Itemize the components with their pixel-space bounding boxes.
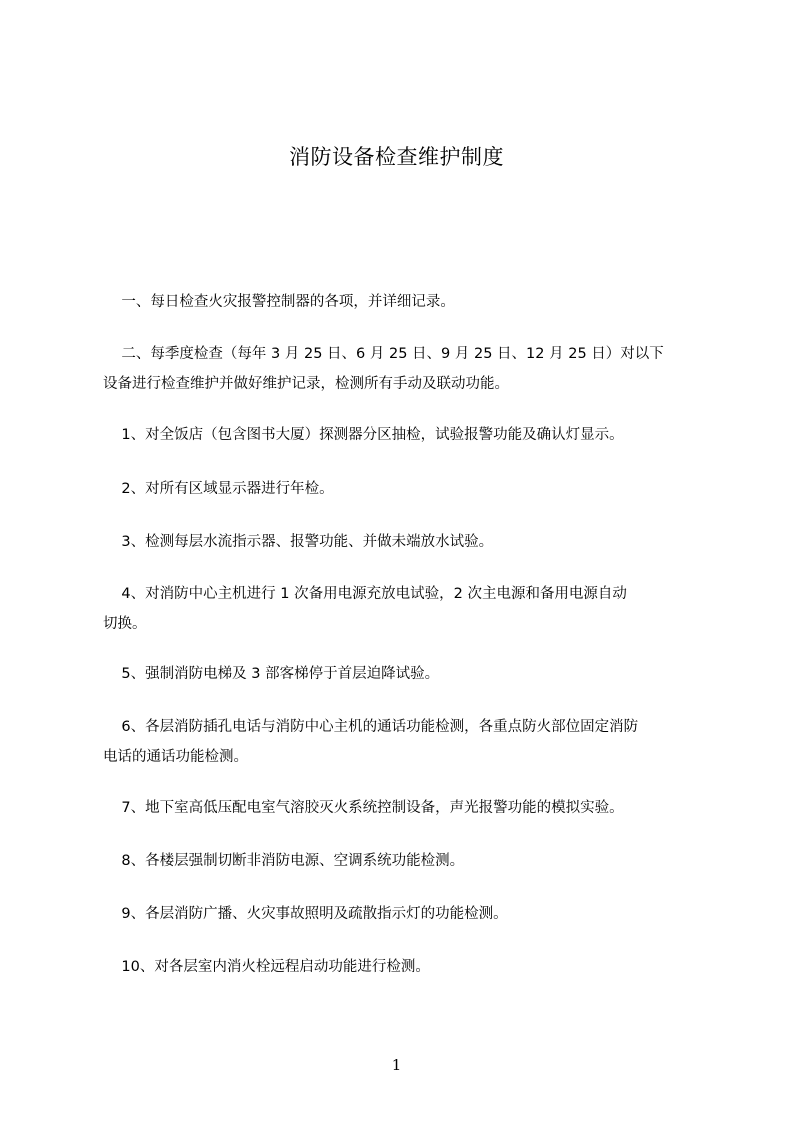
paragraph-line: 1、对全饭店（包含图书大厦）探测器分区抽检，试验报警功能及确认灯显示。 — [103, 427, 624, 443]
paragraph-line: 设备进行检查维护并做好维护记录，检测所有手动及联动功能。 — [103, 376, 509, 392]
page-number: 1 — [391, 1056, 402, 1074]
paragraph-line: 7、地下室高低压配电室气溶胶灭火系统控制设备，声光报警功能的模拟实验。 — [103, 800, 624, 816]
paragraph-line: 10、对各层室内消火栓远程启动功能进行检测。 — [103, 959, 430, 975]
page-title: 消防设备检查维护制度 — [289, 145, 504, 169]
paragraph-item-9 — [103, 899, 715, 929]
paragraph-item-1 — [103, 420, 715, 450]
paragraph-item-5 — [103, 659, 715, 689]
paragraph-quarterly-check — [103, 339, 715, 399]
paragraph-item-8 — [103, 846, 715, 876]
paragraph-line: 6、各层消防插孔电话与消防中心主机的通话功能检测，各重点防火部位固定消防 — [103, 719, 639, 735]
paragraph-item-6 — [103, 712, 715, 772]
paragraph-line: 2、对所有区域显示器进行年检。 — [103, 481, 334, 497]
paragraph-line: 二、每季度检查（每年 3 月 25 日、6 月 25 日、9 月 25 日、12 月 25 日）对以下 — [103, 346, 664, 362]
paragraph-item-7 — [103, 793, 715, 823]
paragraph-line: 3、检测每层水流指示器、报警功能、并做未端放水试验。 — [103, 534, 494, 550]
paragraph-line: 8、各楼层强制切断非消防电源、空调系统功能检测。 — [103, 853, 465, 869]
paragraph-item-3 — [103, 527, 715, 557]
paragraph-item-2 — [103, 474, 715, 504]
paragraph-line: 9、各层消防广播、火灾事故照明及疏散指示灯的功能检测。 — [103, 906, 508, 922]
paragraph-line: 电话的通话功能检测。 — [103, 749, 248, 765]
paragraph-item-10 — [103, 952, 715, 982]
paragraph-line: 一、每日检查火灾报警控制器的各项，并详细记录。 — [103, 294, 455, 310]
paragraph-line: 切换。 — [103, 616, 147, 632]
paragraph-line: 5、强制消防电梯及 3 部客梯停于首层迫降试验。 — [103, 666, 440, 682]
paragraph-line: 4、对消防中心主机进行 1 次备用电源充放电试验，2 次主电源和备用电源自动 — [103, 586, 627, 602]
paragraph-daily-check — [103, 287, 715, 317]
paragraph-item-4 — [103, 579, 715, 639]
